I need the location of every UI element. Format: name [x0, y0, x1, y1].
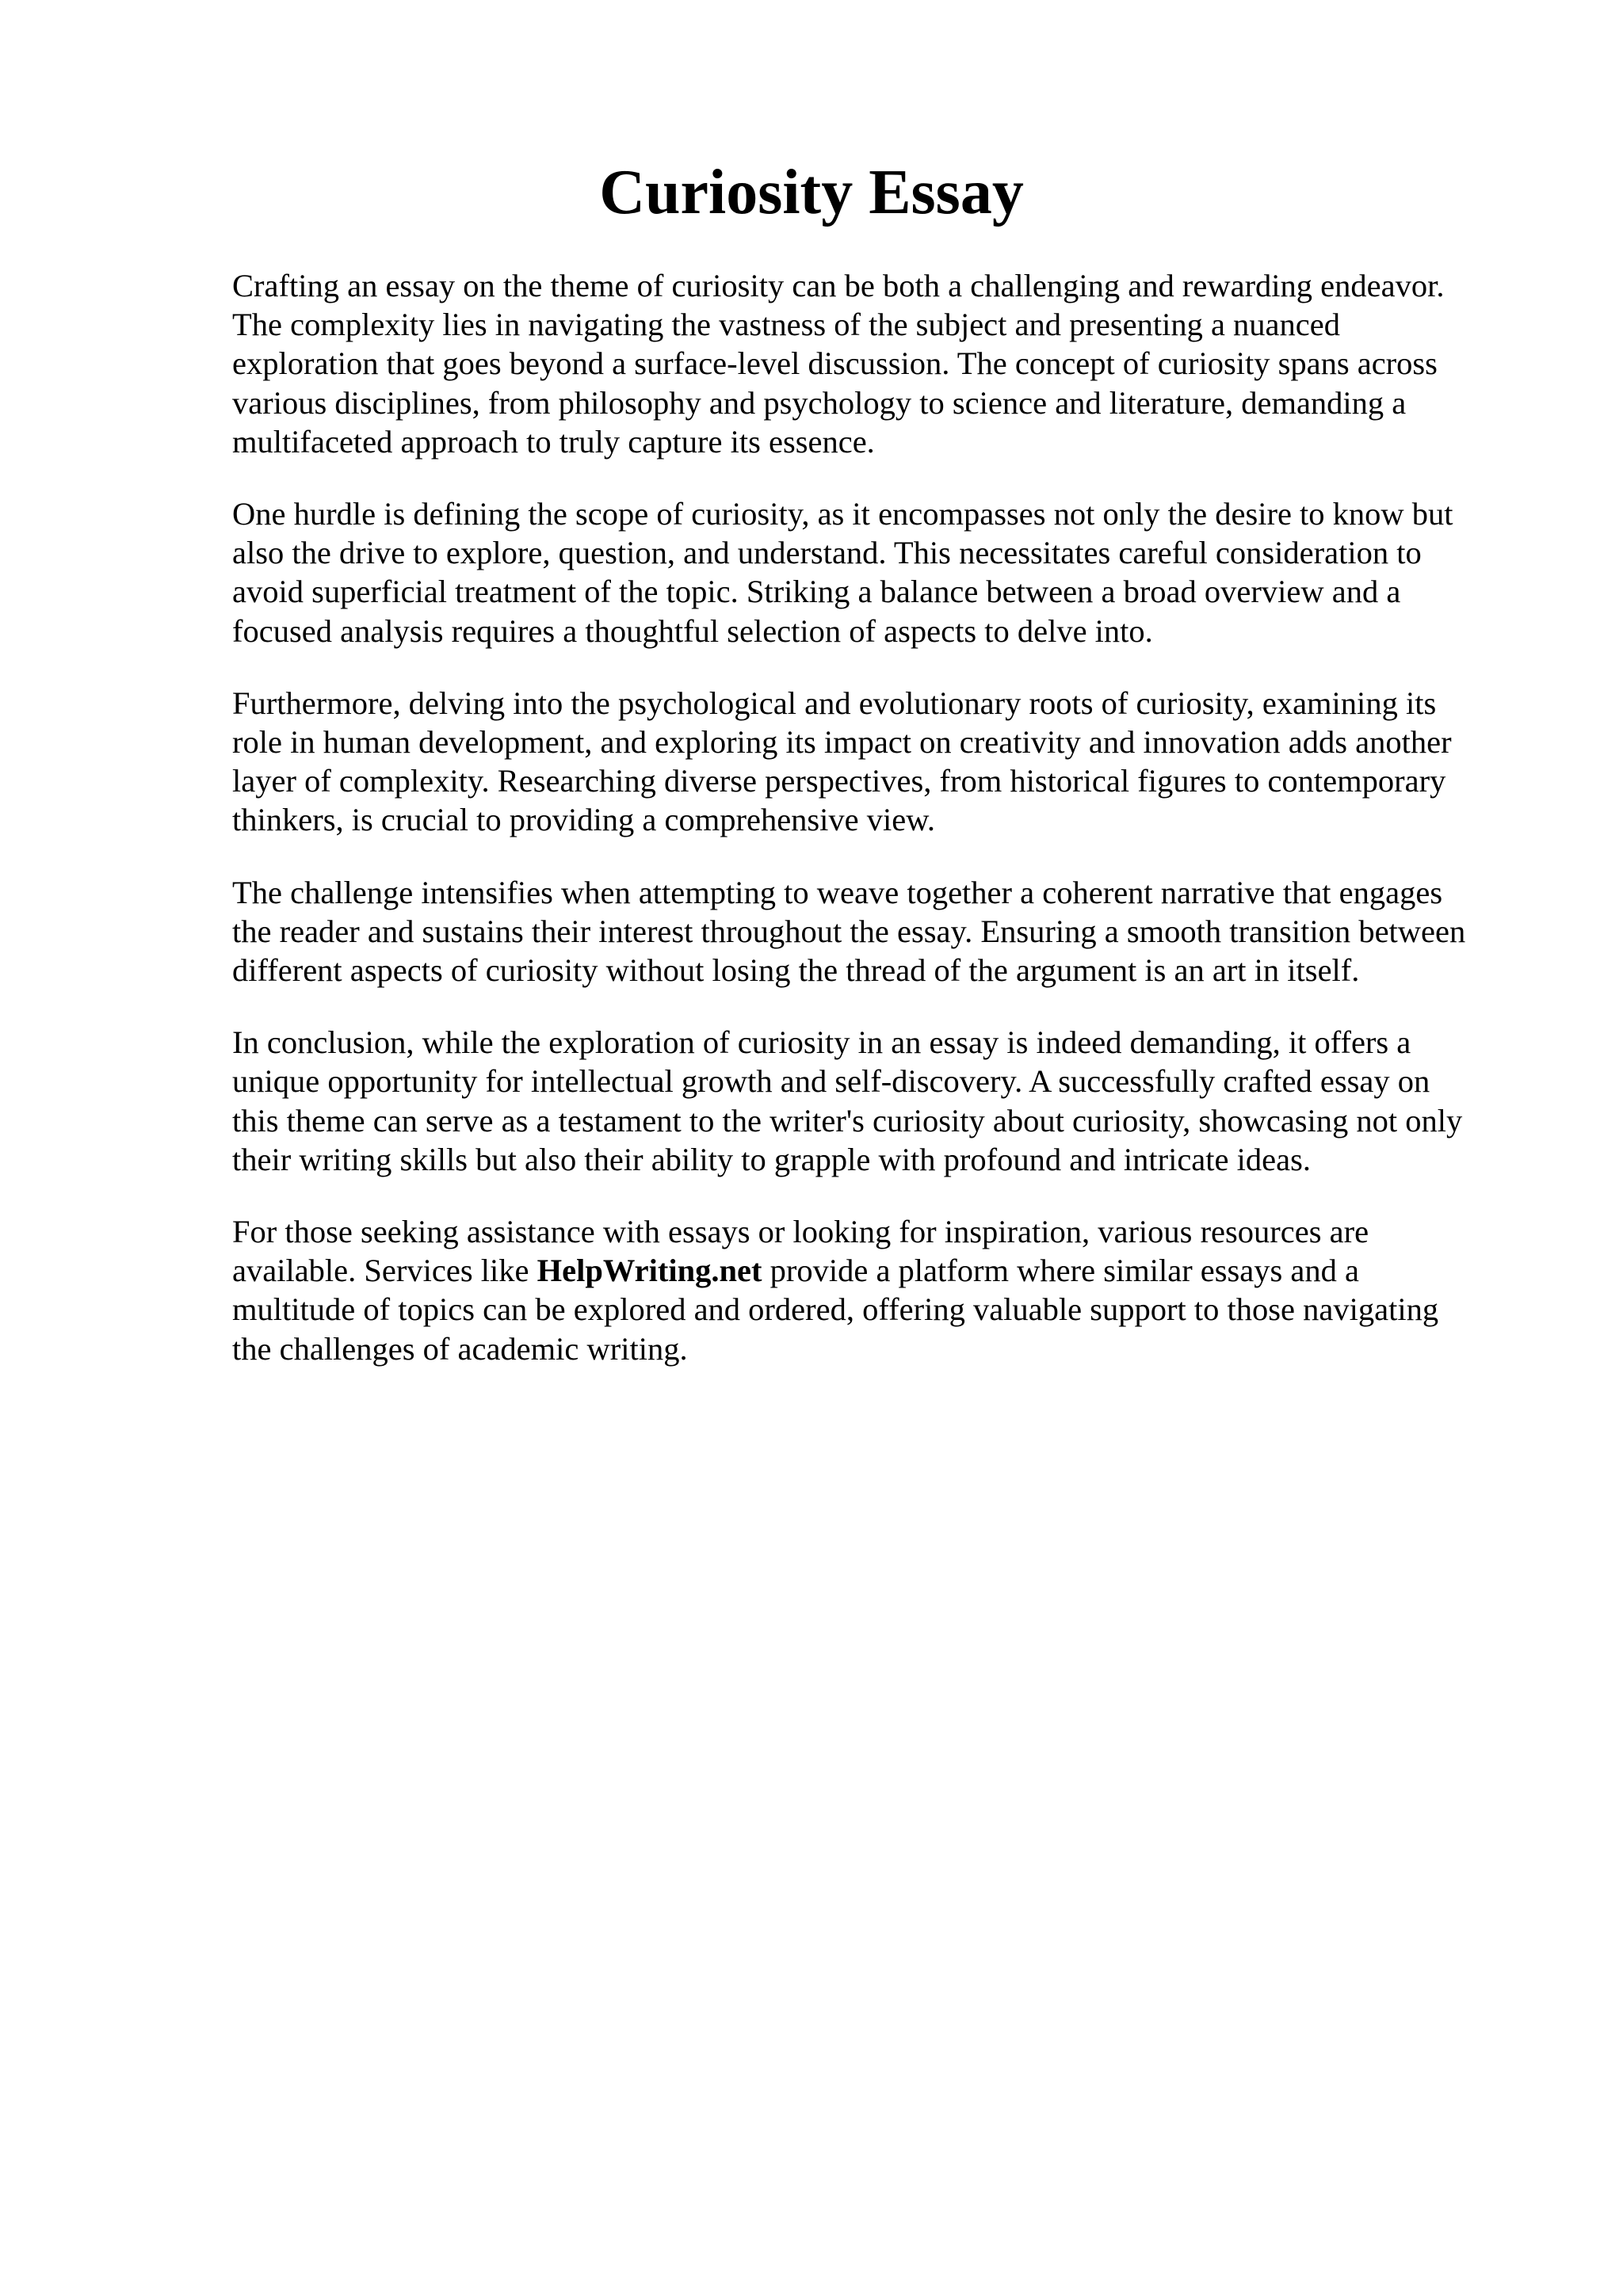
- paragraph-6: [232, 1212, 1516, 1368]
- paragraph-line: layer of complexity. Researching diverse perspectives, from historical figures to contemporary: [232, 763, 1446, 799]
- paragraph-3: [232, 684, 1516, 840]
- paragraph-5: [232, 1023, 1516, 1179]
- paragraph-4: [232, 873, 1516, 990]
- paragraph-line: Furthermore, delving into the psychological and evolutionary roots of curiosity, examining its: [232, 685, 1437, 721]
- essay-body: [232, 266, 1516, 1402]
- paragraph-line-with-brand: [232, 1251, 1516, 1290]
- paragraph-line: thinkers, is crucial to providing a comprehensive view.: [232, 802, 936, 838]
- paragraph-line: this theme can serve as a testament to the writer's curiosity about curiosity, showcasing not only: [232, 1102, 1463, 1138]
- paragraph-line: In conclusion, while the exploration of curiosity in an essay is indeed demanding, it offers a: [232, 1024, 1411, 1061]
- paragraph-line: role in human development, and exploring its impact on creativity and innovation adds another: [232, 724, 1452, 761]
- paragraph-line: unique opportunity for intellectual growth and self-discovery. A successfully crafted essay on: [232, 1063, 1430, 1100]
- paragraph-line: multitude of topics can be explored and ordered, offering valuable support to those navigating: [232, 1291, 1439, 1328]
- paragraph-2: [232, 494, 1516, 650]
- paragraph-line: exploration that goes beyond a surface-level discussion. The concept of curiosity spans across: [232, 345, 1438, 382]
- paragraph-line: also the drive to explore, question, and understand. This necessitates careful consideration to: [232, 535, 1422, 571]
- page-title: Curiosity Essay: [599, 158, 1024, 227]
- paragraph-line: One hurdle is defining the scope of curiosity, as it encompasses not only the desire to know but: [232, 496, 1453, 532]
- paragraph-line: various disciplines, from philosophy and psychology to science and literature, demanding a: [232, 384, 1407, 421]
- paragraph-line: For those seeking assistance with essays or looking for inspiration, various resources are: [232, 1214, 1369, 1250]
- paragraph-line: focused analysis requires a thoughtful selection of aspects to delve into.: [232, 612, 1153, 649]
- paragraph-1: [232, 266, 1516, 461]
- text-segment: available. Services like: [232, 1253, 537, 1289]
- paragraph-line: avoid superficial treatment of the topic. Striking a balance between a broad overview and a: [232, 574, 1401, 610]
- paragraph-line: The challenge intensifies when attempting to weave together a coherent narrative that engages: [232, 874, 1443, 910]
- paragraph-line: different aspects of curiosity without losing the thread of the argument is an art in itself.: [232, 952, 1360, 989]
- paragraph-line: multifaceted approach to truly capture its essence.: [232, 423, 875, 460]
- paragraph-line: the reader and sustains their interest throughout the essay. Ensuring a smooth transition between: [232, 913, 1466, 949]
- brand-name: HelpWriting.net: [537, 1253, 762, 1289]
- paragraph-line: their writing skills but also their ability to grapple with profound and intricate ideas.: [232, 1141, 1311, 1177]
- text-segment: provide a platform where similar essays and a: [762, 1253, 1359, 1289]
- paragraph-line: Crafting an essay on the theme of curiosity can be both a challenging and rewarding endeavor.: [232, 268, 1445, 303]
- paragraph-line: The complexity lies in navigating the vastness of the subject and presenting a nuanced: [232, 307, 1340, 343]
- paragraph-line: the challenges of academic writing.: [232, 1330, 688, 1367]
